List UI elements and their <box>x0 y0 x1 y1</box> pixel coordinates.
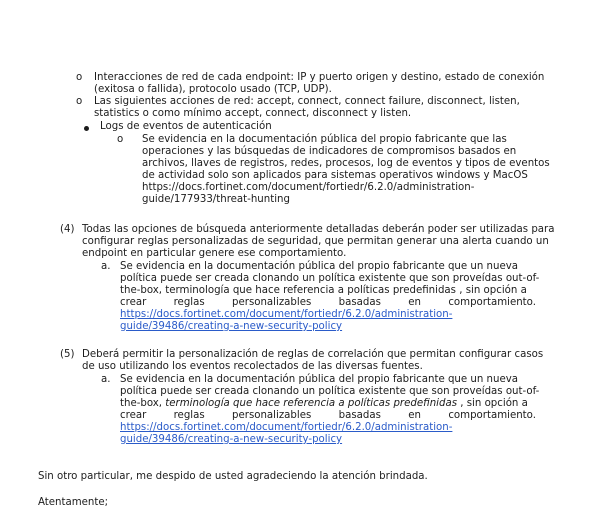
justified-line: crear reglas personalizables basadas en comportamiento. <box>120 410 536 421</box>
sub-item-marker: a. <box>101 374 111 385</box>
justified-line: crear reglas personalizables basadas en comportamiento. <box>120 297 536 308</box>
evidence-line: the-box, terminología que hace referencia a políticas predefinidas , sin opción a <box>120 285 527 296</box>
item-line: configurar reglas personalizadas de seguridad, que permitan generar una alerta cuando un <box>82 236 549 247</box>
evidence-marker: o <box>117 134 124 145</box>
policy-doc-link[interactable]: https://docs.fortinet.com/document/fortiedr/6.2.0/administration- <box>120 422 453 433</box>
evidence-line: archivos, llaves de registros, redes, procesos, log de eventos y tipos de eventos <box>142 158 550 169</box>
evidence-line: guide/177933/threat-hunting <box>142 194 290 205</box>
policy-doc-link[interactable]: guide/39486/creating-a-new-security-policy <box>120 321 343 332</box>
sub-item-marker: o <box>76 96 83 107</box>
item-line: Deberá permitir la personalización de reglas de correlación que permitan configurar casos <box>82 349 544 360</box>
sub-item-line: Interacciones de red de cada endpoint: IP y puerto origen y destino, estado de conexión <box>94 72 545 83</box>
sub-item-line: (exitosa o fallida), protocolo usado (TCP, UDP). <box>94 84 332 95</box>
evidence-line: Se evidencia en la documentación pública del propio fabricante que un nueva <box>120 374 518 385</box>
evidence-line: Se evidencia en la documentación pública del propio fabricante que las <box>142 134 507 145</box>
evidence-line: operaciones y las búsquedas de indicadores de compromisos basados en <box>142 146 517 157</box>
bullet-icon <box>84 126 89 131</box>
item-line: endpoint en particular genere ese comportamiento. <box>82 248 347 259</box>
item-line: Todas las opciones de búsqueda anteriormente detalladas deberán poder ser utilizadas para <box>82 224 555 235</box>
sub-item-marker: a. <box>101 261 111 272</box>
signoff-text: Atentamente; <box>38 497 109 508</box>
auth-logs-label: Logs de eventos de autenticación <box>100 121 272 132</box>
sub-item-line: statistics o como mínimo accept, connect, disconnect y listen. <box>94 108 412 119</box>
sub-item-marker: o <box>76 72 83 83</box>
policy-doc-link[interactable]: guide/39486/creating-a-new-security-policy <box>120 434 343 445</box>
closing-text: Sin otro particular, me despido de usted agradeciendo la atención brindada. <box>38 471 428 482</box>
evidence-line: Se evidencia en la documentación pública del propio fabricante que un nueva <box>120 261 518 272</box>
item-number: (5) <box>60 349 75 360</box>
evidence-line: de actividad solo son aplicados para sistemas operativos windows y MacOS <box>142 170 528 181</box>
item-number: (4) <box>60 224 75 235</box>
item-line: de uso utilizando los eventos recolectados de las diversas fuentes. <box>82 361 423 372</box>
evidence-line: the-box, terminología que hace referencia a políticas predefinidas , sin opción a <box>120 398 528 409</box>
sub-item-line: Las siguientes acciones de red: accept, connect, connect failure, disconnect, listen, <box>94 96 520 107</box>
evidence-line: política puede ser creada clonando un política existente que son proveídas out-of- <box>120 273 540 284</box>
policy-doc-link[interactable]: https://docs.fortinet.com/document/fortiedr/6.2.0/administration- <box>120 309 453 320</box>
evidence-line: https://docs.fortinet.com/document/fortiedr/6.2.0/administration- <box>142 182 475 193</box>
evidence-line: política puede ser creada clonando un política existente que son proveídas out-of- <box>120 386 540 397</box>
